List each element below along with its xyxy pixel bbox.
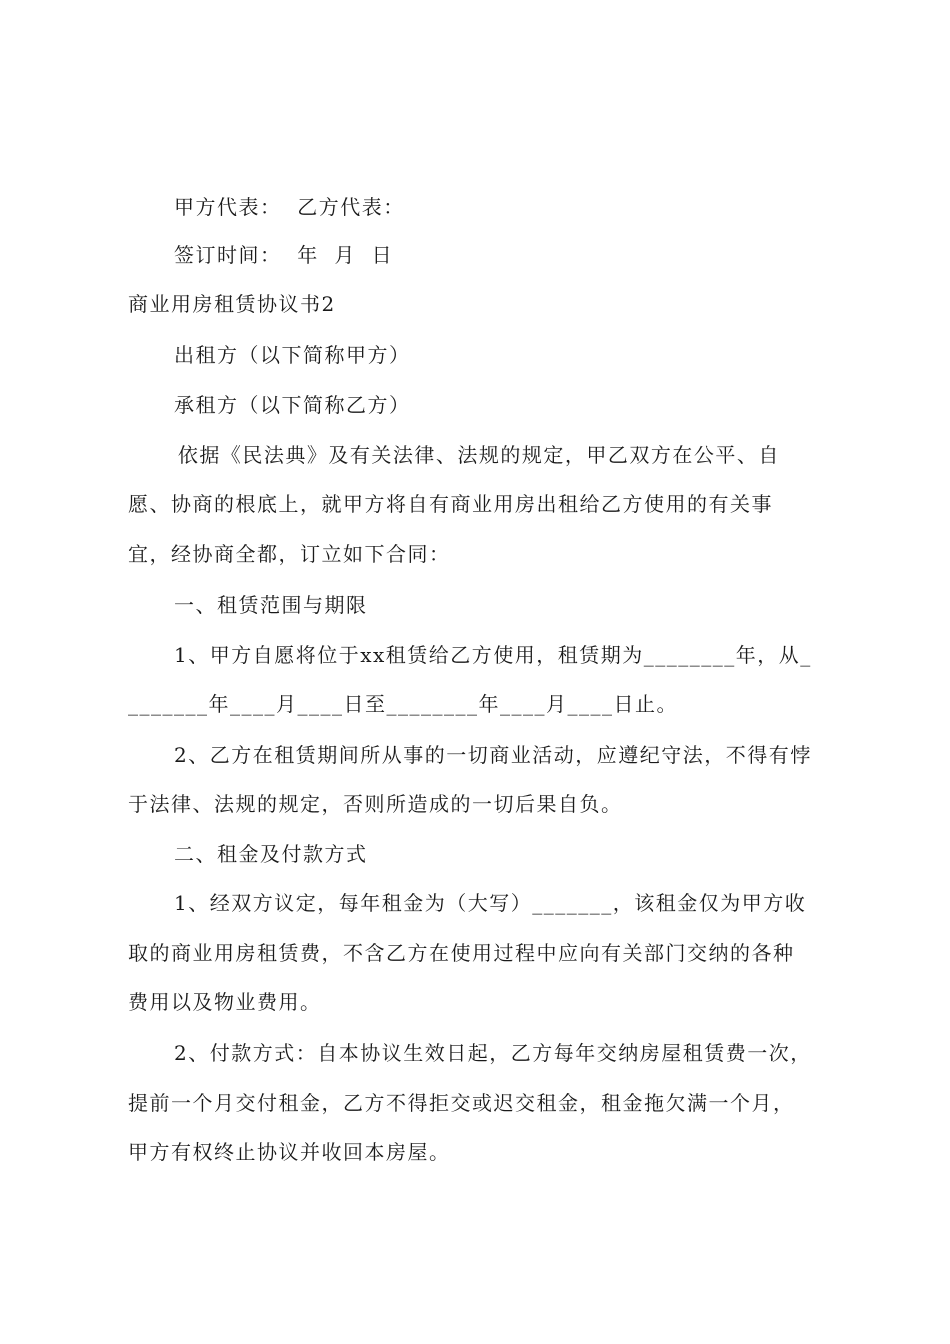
preamble-line-2: 愿、协商的根底上，就甲方将自有商业用房出租给乙方使用的有关事: [128, 492, 773, 516]
signing-date: 签订时间： 年 月 日: [174, 243, 394, 267]
clause-1-2-line-2: 于法律、法规的规定，否则所造成的一切后果自负。: [128, 792, 623, 816]
clause-2-2-line-3: 甲方有权终止协议并收回本房屋。: [128, 1140, 451, 1164]
preamble-line-1: 依据《民法典》及有关法律、法规的规定，甲乙双方在公平、自: [170, 443, 780, 467]
clause-2-1-line-1: 1、经双方议定，每年租金为（大写）_______，该租金仅为甲方收: [174, 891, 807, 915]
clause-2-1-line-2: 取的商业用房租赁费，不含乙方在使用过程中应向有关部门交纳的各种: [128, 941, 795, 965]
lessor-line: 出租方（以下简称甲方）: [174, 343, 411, 367]
clause-2-1-line-3: 费用以及物业费用。: [128, 990, 322, 1014]
preamble-line-3: 宜，经协商全都，订立如下合同：: [128, 542, 451, 566]
clause-1-1-line-1: 1、甲方自愿将位于xx租赁给乙方使用，租赁期为________年，从_: [174, 643, 812, 667]
clause-2-2-line-2: 提前一个月交付租金，乙方不得拒交或迟交租金，租金拖欠满一个月，: [128, 1091, 795, 1115]
clause-1-1-line-2: _______年____月____日至________年____月____日止。: [128, 692, 678, 716]
section-heading-2: 二、租金及付款方式: [174, 842, 368, 866]
signature-representatives: 甲方代表： 乙方代表：: [174, 195, 405, 219]
section-heading-1: 一、租赁范围与期限: [174, 593, 368, 617]
clause-2-2-line-1: 2、付款方式：自本协议生效日起，乙方每年交纳房屋租赁费一次，: [174, 1041, 812, 1065]
document-title: 商业用房租赁协议书2: [128, 292, 336, 316]
lessee-line: 承租方（以下简称乙方）: [174, 393, 411, 417]
clause-1-2-line-1: 2、乙方在租赁期间所从事的一切商业活动，应遵纪守法，不得有悖: [174, 743, 812, 767]
